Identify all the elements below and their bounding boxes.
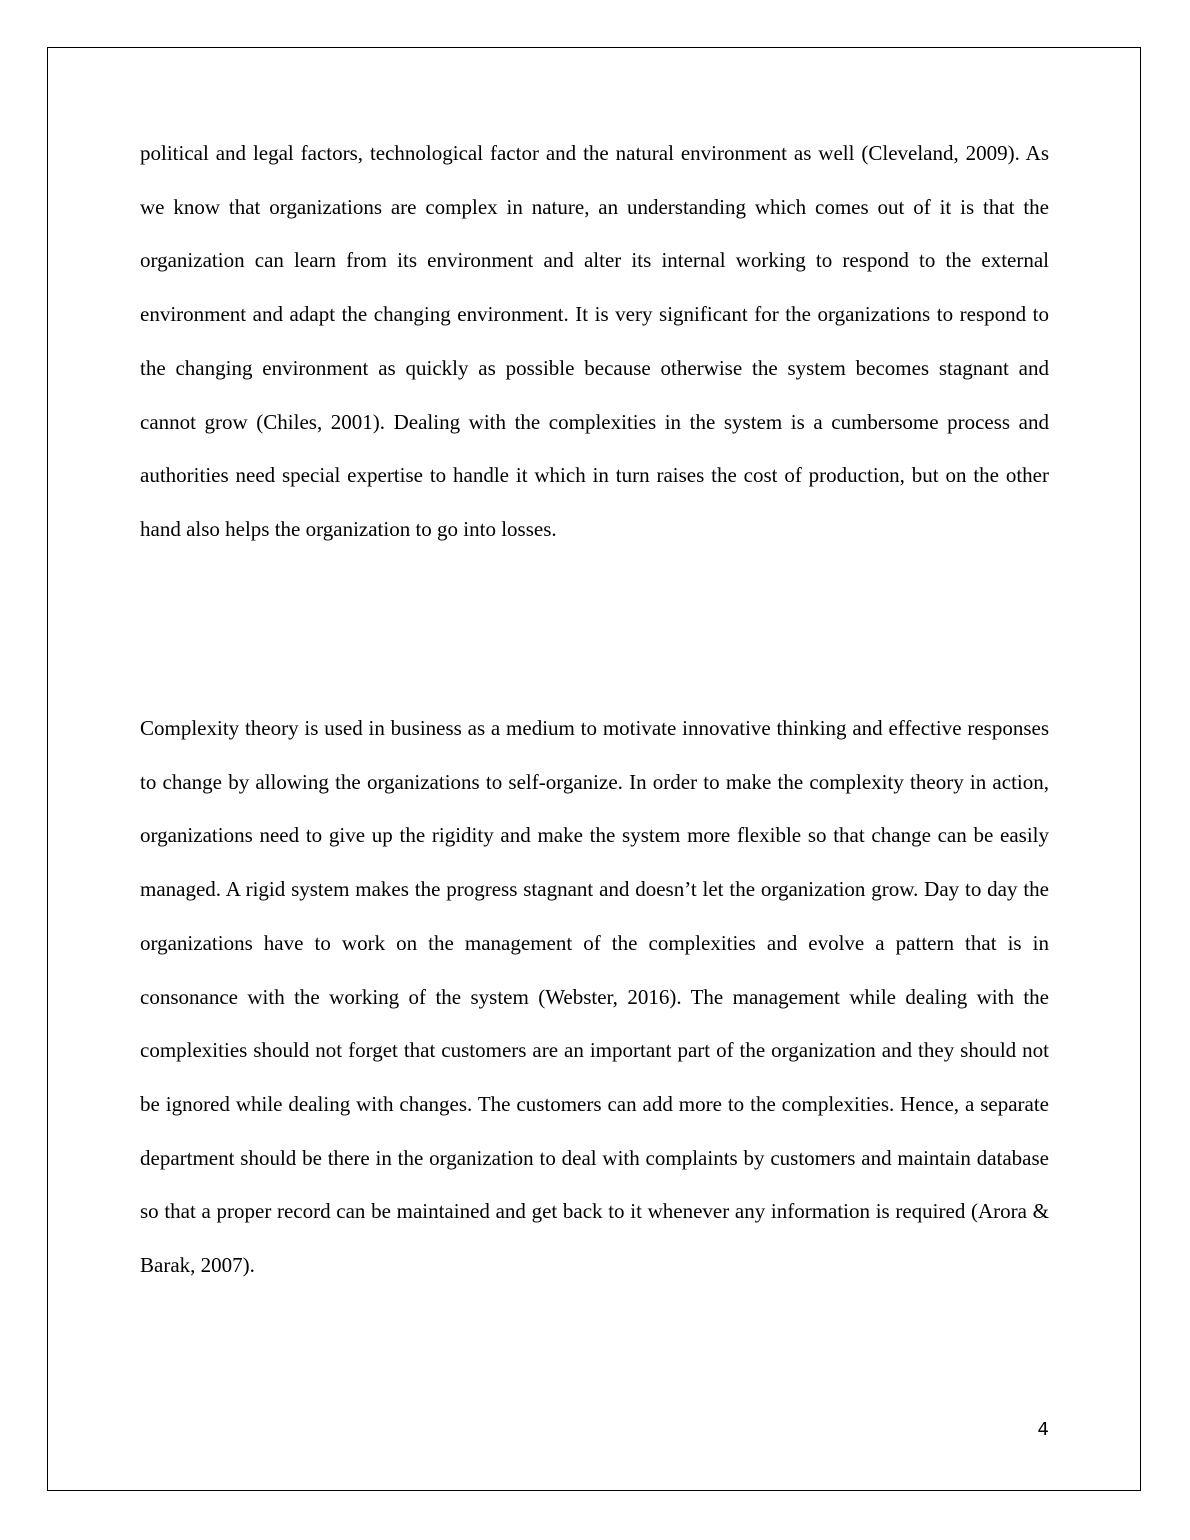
- body-paragraph: Complexity theory is used in business as a medium to motivate innovative thinking and effective responses to change by allowing the organizations to self-organize. In order to make the complexity theory in action, organizations need to give up the rigidity and make the system more flexible so that change can be easily managed. A rigid system makes the progress stagnant and doesn’t let the organization grow. Day to day the organizations have to work on the management of the complexities and evolve a pattern that is in consonance with the working of the system (Webster, 2016). The management while dealing with the complexities should not forget that customers are an important part of the organization and they should not be ignored while dealing with changes. The customers can add more to the complexities. Hence, a separate department should be there in the organization to deal with complaints by customers and maintain database so that a proper record can be maintained and get back to it whenever any information is required (Arora & Barak, 2007).: [140, 716, 1049, 1278]
- body-paragraph: political and legal factors, technological factor and the natural environment as well (Cleveland, 2009). As we know that organizations are complex in nature, an understanding which comes out of it is that the organization can learn from its environment and alter its internal working to respond to the external environment and adapt the changing environment. It is very significant for the organizations to respond to the changing environment as quickly as possible because otherwise the system becomes stagnant and cannot grow (Chiles, 2001). Dealing with the complexities in the system is a cumbersome process and authorities need special expertise to handle it which in turn raises the cost of production, but on the other hand also helps the organization to go into losses.: [140, 141, 1049, 541]
- page-number: 4: [1037, 1419, 1049, 1440]
